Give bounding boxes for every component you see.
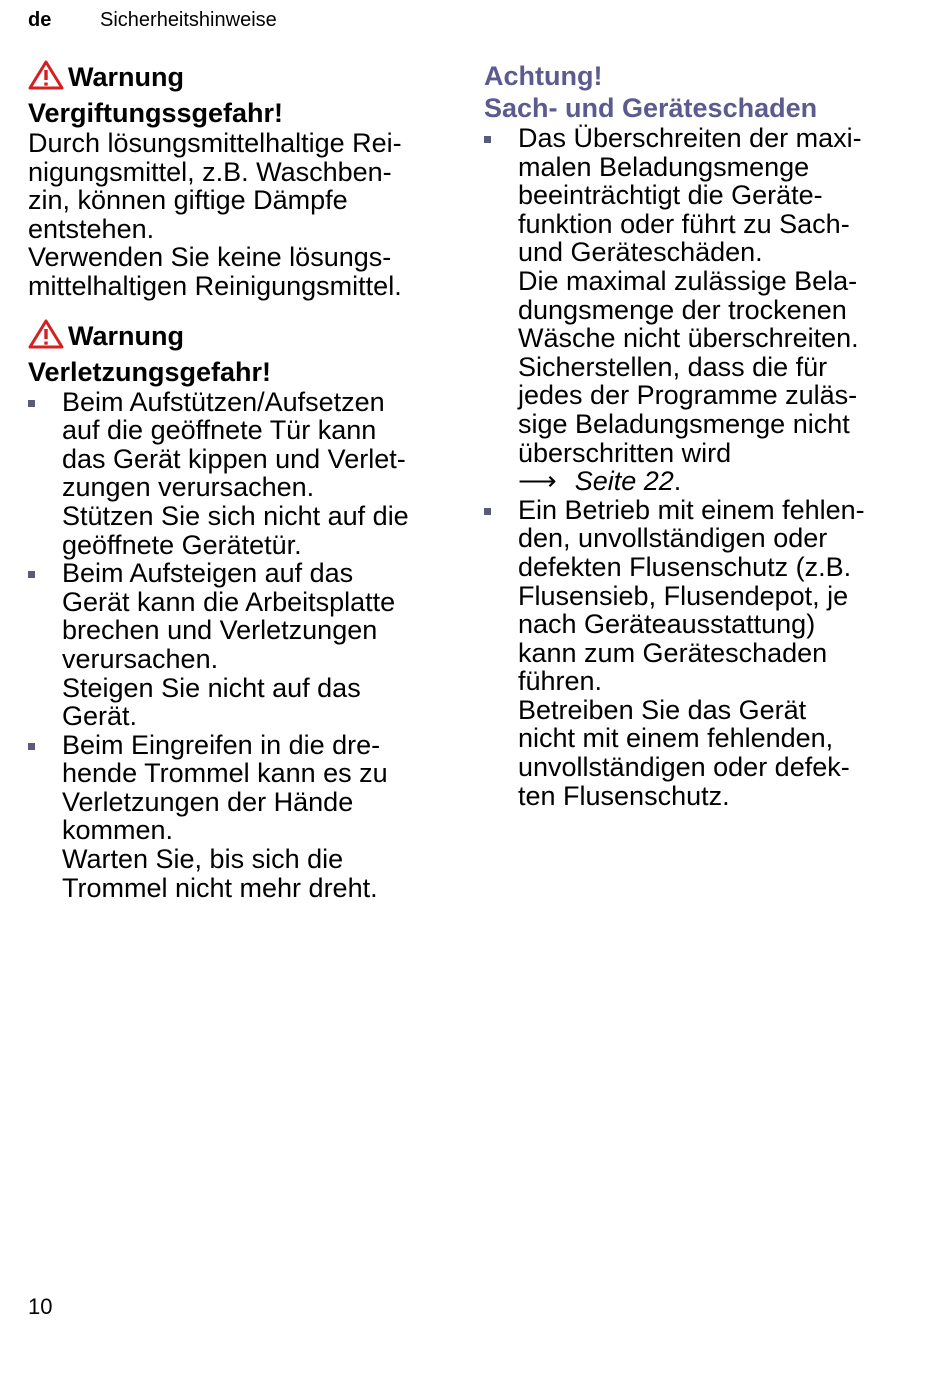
warning-triangle-icon <box>28 319 64 356</box>
caution-label: Achtung! <box>484 61 603 91</box>
warning-label: Warnung <box>68 62 184 92</box>
text-line: Gerät kann die Arbeitsplatte <box>62 586 396 617</box>
text-line: Stützen Sie sich nicht auf die <box>62 500 409 531</box>
section-title: Sicherheitshinweise <box>100 9 277 31</box>
text-line: Beim Eingreifen in die dre- <box>62 729 381 760</box>
text-line: defekten Flusenschutz (z.B. <box>518 551 852 582</box>
text-line: Beim Aufsteigen auf das <box>62 558 354 589</box>
caution-title: Sach- und Geräteschaden <box>484 93 818 123</box>
left-column <box>28 60 448 902</box>
warning-title-poison: Vergiftungssgefahr! <box>28 98 284 128</box>
text-line: nach Geräteausstattung) <box>518 609 816 640</box>
arrow-right-icon: ⟶ <box>518 466 557 497</box>
text-line: und Geräteschäden. <box>518 237 763 268</box>
list-item <box>28 388 448 560</box>
text-line: nigungsmittel, z.B. Waschben- <box>28 156 392 187</box>
text-line: kommen. <box>62 815 174 846</box>
text-line: funktion oder führt zu Sach- <box>518 208 850 239</box>
text-line: Sicherstellen, dass die für <box>518 351 828 382</box>
warning-label: Warnung <box>68 320 184 351</box>
warning-heading-poison <box>28 60 448 97</box>
text-line: Warten Sie, bis sich die <box>62 844 344 875</box>
text-line: malen Beladungsmenge <box>518 151 810 182</box>
text-line: brechen und Verletzungen <box>62 615 378 646</box>
text-line: dungsmenge der trockenen <box>518 294 847 325</box>
text-line: unvollständigen oder defek- <box>518 752 850 783</box>
text-line: Verwenden Sie keine lösungs- <box>28 242 392 273</box>
text-line: entstehen. <box>28 213 155 244</box>
text-line: Flusensieb, Flusendepot, je <box>518 580 849 611</box>
text-line: das Gerät kippen und Verlet- <box>62 443 406 474</box>
bullet-square-icon <box>484 508 491 515</box>
text-line: zungen verursachen. <box>62 472 315 503</box>
text-line: Die maximal zulässige Bela- <box>518 265 858 296</box>
text-line: führen. <box>518 666 603 697</box>
right-column <box>484 60 904 810</box>
language-label: de <box>28 9 52 31</box>
text-line: ten Flusenschutz. <box>518 780 730 811</box>
caution-bullet-list <box>484 124 904 810</box>
text-line: auf die geöffnete Tür kann <box>62 415 377 446</box>
text-line: Ein Betrieb mit einem fehlen- <box>518 494 865 525</box>
warning-triangle-icon <box>28 60 64 97</box>
text-line: verursachen. <box>62 643 219 674</box>
list-item <box>28 731 448 903</box>
list-item <box>484 124 904 496</box>
text-line: geöffnete Gerätetür. <box>62 529 302 560</box>
page-reference[interactable] <box>518 467 904 496</box>
page-reference-link[interactable]: Seite 22 <box>574 466 674 497</box>
text-line: Verletzungen der Hände <box>62 786 354 817</box>
text-line: sige Beladungsmenge nicht <box>518 408 850 439</box>
text-line: beeinträchtigt die Geräte- <box>518 180 823 211</box>
text-line: Betreiben Sie das Gerät <box>518 694 807 725</box>
text-line: Das Überschreiten der maxi- <box>518 123 862 153</box>
text-line: mittelhaltigen Reinigungsmittel. <box>28 270 402 301</box>
text-line: jedes der Programme zuläs- <box>518 380 858 411</box>
list-item <box>28 559 448 731</box>
list-item <box>484 496 904 811</box>
text-line: Beim Aufstützen/Aufsetzen <box>62 386 385 417</box>
bullet-square-icon <box>28 571 35 578</box>
text-line: den, unvollständigen oder <box>518 523 828 554</box>
warning-text-poison <box>28 129 448 301</box>
bullet-square-icon <box>28 743 35 750</box>
text-line: zin, können giftige Dämpfe <box>28 185 348 216</box>
page-number: 10 <box>28 1294 53 1319</box>
text-line: Trommel nicht mehr dreht. <box>62 872 378 903</box>
text-line: Durch lösungsmittelhaltige Rei- <box>28 128 402 158</box>
text-line: Gerät. <box>62 701 138 732</box>
bullet-square-icon <box>28 400 35 407</box>
text-line: hende Trommel kann es zu <box>62 758 388 789</box>
bullet-square-icon <box>484 136 491 143</box>
reference-period: . <box>673 466 682 497</box>
warning-title-injury: Verletzungsgefahr! <box>28 356 272 387</box>
injury-bullet-list <box>28 388 448 903</box>
text-line: Steigen Sie nicht auf das <box>62 672 361 703</box>
text-line: nicht mit einem fehlenden, <box>518 723 834 754</box>
text-line: kann zum Geräteschaden <box>518 637 828 668</box>
text-line: überschritten wird <box>518 437 732 468</box>
warning-heading-injury <box>28 319 448 356</box>
text-line: Wäsche nicht überschreiten. <box>518 323 859 354</box>
